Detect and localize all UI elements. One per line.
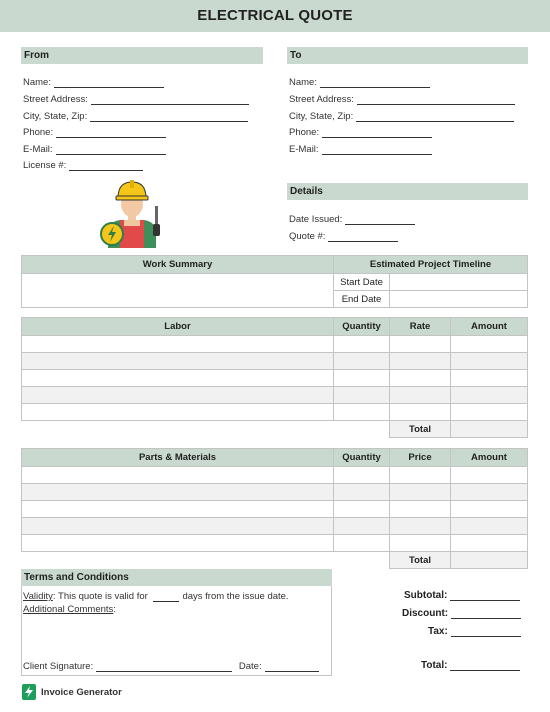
parts-total-label: Total	[390, 552, 451, 569]
labor-total-cell[interactable]	[451, 421, 528, 438]
from-phone-field[interactable]: Phone:	[23, 127, 166, 138]
start-date-cell[interactable]	[390, 274, 528, 291]
from-street-field[interactable]: Street Address:	[23, 94, 249, 105]
quote-number-field[interactable]: Quote #:	[289, 231, 398, 242]
validity-days-field[interactable]	[153, 592, 179, 602]
labor-quantity-header: Quantity	[334, 318, 390, 336]
end-date-label: End Date	[334, 291, 390, 308]
details-heading: Details	[287, 183, 528, 200]
from-city-field[interactable]: City, State, Zip:	[23, 111, 248, 122]
validity-text: Validity: This quote is valid for days from the issue date.	[23, 591, 289, 602]
to-phone-field[interactable]: Phone:	[289, 127, 432, 138]
table-row[interactable]	[22, 404, 528, 421]
labor-total-label: Total	[390, 421, 451, 438]
timeline-header: Estimated Project Timeline	[334, 256, 528, 274]
parts-quantity-header: Quantity	[334, 449, 390, 467]
tax-field[interactable]: Tax:	[428, 626, 521, 637]
subtotal-field[interactable]: Subtotal:	[404, 590, 520, 601]
parts-table	[21, 448, 528, 569]
labor-amount-header: Amount	[451, 318, 528, 336]
from-email-field[interactable]: E-Mail:	[23, 144, 166, 155]
labor-header: Labor	[22, 318, 334, 336]
to-email-field[interactable]: E-Mail:	[289, 144, 432, 155]
table-row[interactable]	[22, 370, 528, 387]
page-title: ELECTRICAL QUOTE	[197, 7, 353, 24]
from-name-field[interactable]: Name:	[23, 77, 164, 88]
work-summary-header: Work Summary	[22, 256, 334, 274]
to-city-field[interactable]: City, State, Zip:	[289, 111, 514, 122]
signature-date-label: Date:	[238, 661, 262, 672]
parts-header: Parts & Materials	[22, 449, 334, 467]
parts-amount-header: Amount	[451, 449, 528, 467]
electrician-icon	[98, 176, 166, 248]
total-field[interactable]: Total:	[421, 660, 520, 671]
labor-table	[21, 317, 528, 438]
work-summary-table	[21, 255, 528, 308]
terms-heading: Terms and Conditions	[21, 569, 332, 586]
from-license-field[interactable]: License #:	[23, 160, 143, 171]
table-row[interactable]	[22, 518, 528, 535]
to-street-field[interactable]: Street Address:	[289, 94, 515, 105]
discount-field[interactable]: Discount:	[402, 608, 521, 619]
labor-rate-header: Rate	[390, 318, 451, 336]
invoice-generator-logo-icon	[22, 684, 36, 700]
from-heading: From	[21, 47, 263, 64]
end-date-cell[interactable]	[390, 291, 528, 308]
parts-total-cell[interactable]	[451, 552, 528, 569]
table-row[interactable]	[22, 501, 528, 518]
date-issued-field[interactable]: Date Issued:	[289, 214, 415, 225]
table-row[interactable]	[22, 484, 528, 501]
to-heading: To	[287, 47, 528, 64]
parts-price-header: Price	[390, 449, 451, 467]
table-row[interactable]	[22, 535, 528, 552]
brand-name: Invoice Generator	[41, 687, 122, 698]
table-row[interactable]	[22, 353, 528, 370]
table-row[interactable]	[22, 467, 528, 484]
start-date-label: Start Date	[334, 274, 390, 291]
additional-comments[interactable]: Additional Comments:	[23, 604, 116, 615]
client-signature-field[interactable]: Client Signature: Date:	[23, 661, 319, 672]
table-row[interactable]	[22, 336, 528, 353]
table-row[interactable]	[22, 387, 528, 404]
to-name-field[interactable]: Name:	[289, 77, 430, 88]
work-summary-cell[interactable]	[22, 274, 334, 308]
